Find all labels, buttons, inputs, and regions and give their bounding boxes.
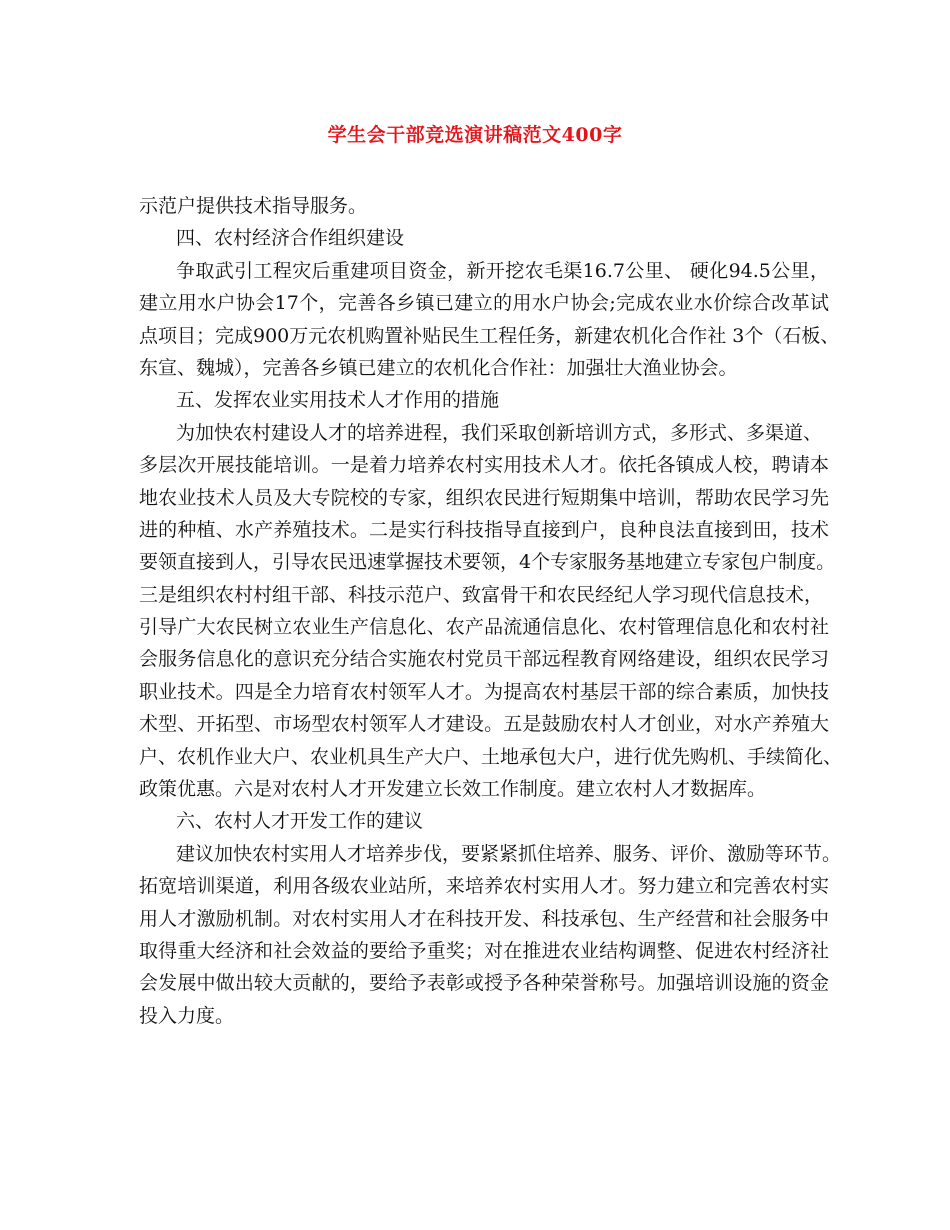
text-line: 引导广大农民树立农业生产信息化、农产品流通信息化、农村管理信息化和农村社 [139,616,829,639]
text-line: 争取武引工程灾后重建项目资金，新开挖农毛渠16.7公里、 硬化94.5公里， [176,259,829,282]
text-line: 三是组织农村村组干部、科技示范户、致富骨干和农民经纪人学习现代信息技术， [139,583,824,606]
text-line: 术型、开拓型、市场型农村领军人才建设。五是鼓励农村人才创业，对水产养殖大 [139,713,829,736]
text-line: 点项目；完成900万元农机购置补贴民生工程任务，新建农机化合作社 3个（石板、 [139,324,840,347]
text-line: 进的种植、水产养殖技术。二是实行科技指导直接到户，良种良法直接到田，技术 [139,518,829,541]
text-line: 地农业技术人员及大专院校的专家，组织农民进行短期集中培训，帮助农民学习先 [139,486,829,509]
text-line: 用人才激励机制。对农村实用人才在科技开发、科技承包、生产经营和社会服务中 [139,907,829,930]
text-line: 拓宽培训渠道，利用各级农业站所，来培养农村实用人才。努力建立和完善农村实 [139,875,829,898]
text-line: 要领直接到人，引导农民迅速掌握技术要领，4个专家服务基地建立专家包户制度。 [139,551,836,574]
document-body [139,190,843,1032]
section-heading: 五、发挥农业实用技术人才作用的措施 [176,389,500,412]
text-line: 会发展中做出较大贡献的，要给予表彰或授予各种荣誉称号。加强培训设施的资金 [139,972,829,995]
text-line: 取得重大经济和社会效益的要给予重奖；对在推进农业结构调整、促进农村经济社 [139,939,829,962]
text-line: 户、农机作业大户、农业机具生产大户、土地承包大户，进行优先购机、手续简化、 [139,745,843,768]
text-line: 会服务信息化的意识充分结合实施农村党员干部远程教育网络建设，组织农民学习 [139,648,829,671]
text-line: 政策优惠。六是对农村人才开发建立长效工作制度。建立农村人才数据库。 [139,778,767,801]
text-line: 建立用水户协会17个，完善各乡镇已建立的用水户协会;完成农业水价综合改革试 [139,292,829,315]
section-heading: 四、农村经济合作组织建设 [176,227,405,250]
document-title: 学生会干部竞选演讲稿范文400字 [327,124,623,146]
text-line: 多层次开展技能培训。一是着力培养农村实用技术人才。依托各镇成人校，聘请本 [139,454,829,477]
text-line: 职业技术。四是全力培育农村领军人才。为提高农村基层干部的综合素质，加快技 [139,680,829,703]
text-line: 投入力度。 [139,1004,235,1027]
text-line: 为加快农村建设人才的培养进程，我们采取创新培训方式，多形式、多渠道、 [176,421,823,444]
text-line: 示范户提供技术指导服务。 [139,195,368,217]
section-heading: 六、农村人才开发工作的建议 [176,810,424,833]
text-line: 建议加快农村实用人才培养步伐，要紧紧抓住培养、服务、评价、激励等环节。 [176,842,842,865]
text-line: 东宣、魏城），完善各乡镇已建立的农机化合作社：加强壮大渔业协会。 [139,356,738,379]
